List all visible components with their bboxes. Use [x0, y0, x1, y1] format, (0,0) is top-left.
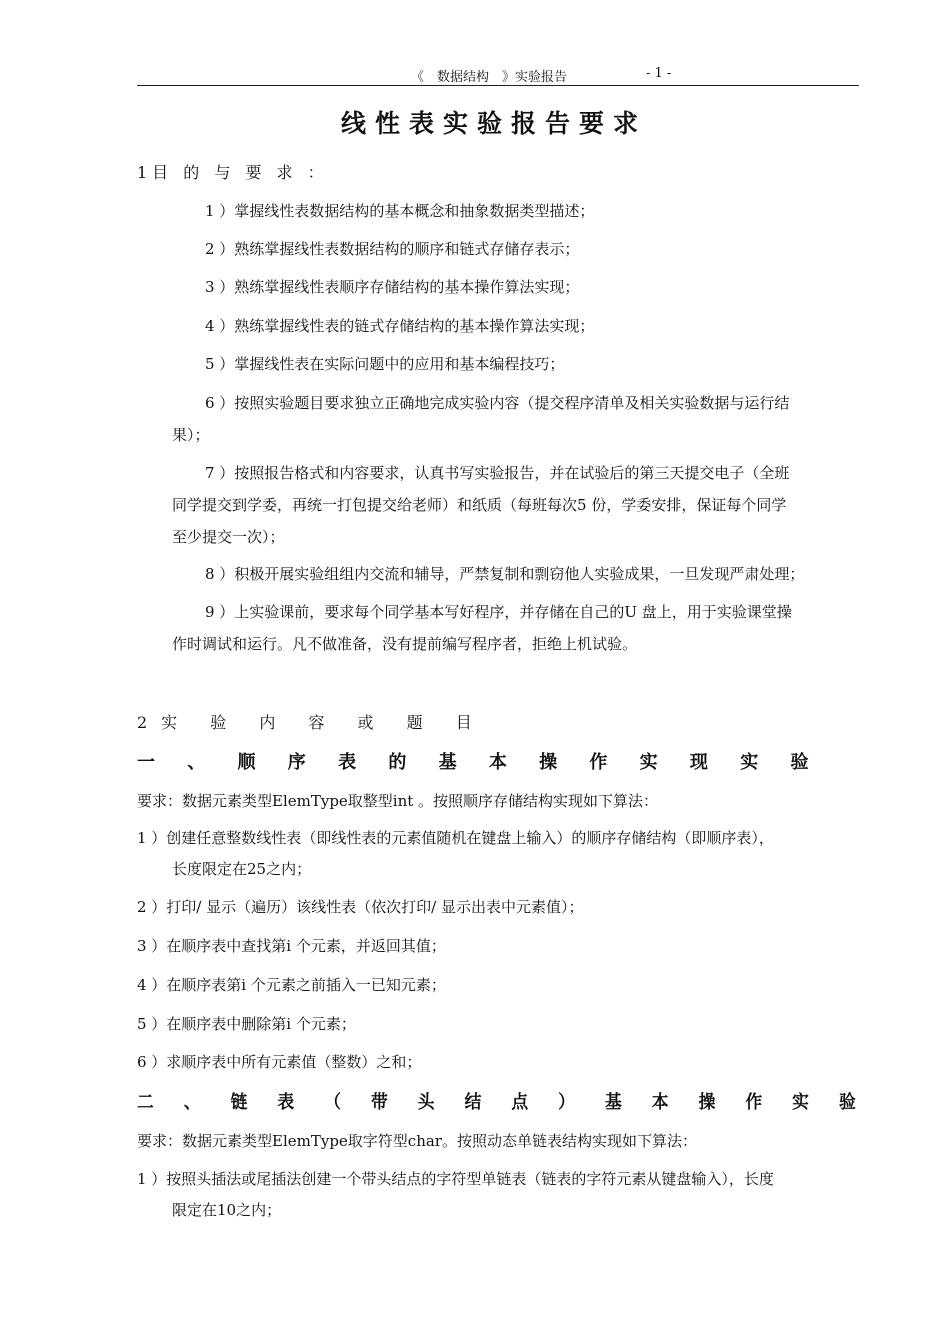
req-item-5: 5 ）掌握线性表在实际问题中的应用和基本编程技巧； [205, 355, 565, 373]
section2-heading: 2实 验 内 容 或 题 目 [137, 713, 486, 732]
part1-item-4: 4 ）在顺序表第i 个元素之前插入一已知元素； [137, 976, 446, 994]
req-item-4: 4 ）熟练掌握线性表的链式存储结构的基本操作算法实现； [205, 317, 595, 335]
part2-item-1-line2: 限定在10之内； [172, 1201, 282, 1219]
part2-requirement: 要求：数据元素类型ElemType取字符型char。按照动态单链表结构实现如下算法： [137, 1132, 697, 1150]
req-item-9-line1: 9 ）上实验课前，要求每个同学基本写好程序，并存储在自己的U 盘上，用于实验课堂操 [205, 603, 792, 621]
part1-item-1-line2: 长度限定在25之内； [172, 860, 312, 878]
req-item-7-line2: 同学提交到学委，再统一打包提交给老师）和纸质（每班每次5 份，学委安排，保证每个同学 [172, 496, 787, 514]
req-item-8: 8 ）积极开展实验组组内交流和辅导，严禁复制和剽窃他人实验成果，一旦发现严肃处理； [205, 565, 805, 583]
header-title: 《 数据结构 》实验报告 [411, 70, 568, 85]
part1-requirement: 要求：数据元素类型ElemType取整型int 。按照顺序存储结构实现如下算法： [137, 792, 659, 810]
req-item-6-line1: 6 ）按照实验题目要求独立正确地完成实验内容（提交程序清单及相关实验数据与运行结 [205, 394, 790, 412]
req-item-7-line1: 7 ）按照报告格式和内容要求，认真书写实验报告，并在试验后的第三天提交电子（全班 [205, 464, 790, 482]
document-title: 线性表实验报告要求 [340, 109, 647, 138]
header-page-number: - 1 - [646, 66, 672, 81]
req-item-7-line3: 至少提交一次）； [172, 528, 285, 546]
part1-item-5: 5 ）在顺序表中删除第i 个元素； [137, 1015, 356, 1033]
part1-item-2: 2 ）打印/ 显示（遍历）该线性表（依次打印/ 显示出表中元素值）； [137, 898, 584, 916]
req-item-9-line2: 作时调试和运行。凡不做准备，没有提前编写程序者，拒绝上机试验。 [172, 635, 638, 653]
part1-item-1-line1: 1 ）创建任意整数线性表（即线性表的元素值随机在键盘上输入）的顺序存储结构（即顺序表）， [137, 829, 774, 847]
part1-item-6: 6 ）求顺序表中所有元素值（整数）之和； [137, 1053, 422, 1071]
req-item-3: 3 ）熟练掌握线性表顺序存储结构的基本操作算法实现； [205, 278, 580, 296]
req-item-1: 1 ）掌握线性表数据结构的基本概念和抽象数据类型描述； [205, 202, 595, 220]
req-item-6-line2: 果）； [172, 426, 210, 444]
req-item-2: 2 ）熟练掌握线性表数据结构的顺序和链式存储存表示； [205, 240, 580, 258]
header-rule [137, 85, 859, 86]
part2-heading: 二 、 链 表 （ 带 头 结 点 ） 基 本 操 作 实 验 [137, 1092, 868, 1113]
part2-item-1-line1: 1 ）按照头插法或尾插法创建一个带头结点的字符型单链表（链表的字符元素从键盘输入），长度 [137, 1170, 774, 1188]
section1-heading: 1目 的 与 要 求 ： [137, 163, 329, 182]
part1-heading: 一 、 顺 序 表 的 基 本 操 作 实 现 实 验 [137, 752, 822, 773]
part1-item-3: 3 ）在顺序表中查找第i 个元素，并返回其值； [137, 937, 446, 955]
